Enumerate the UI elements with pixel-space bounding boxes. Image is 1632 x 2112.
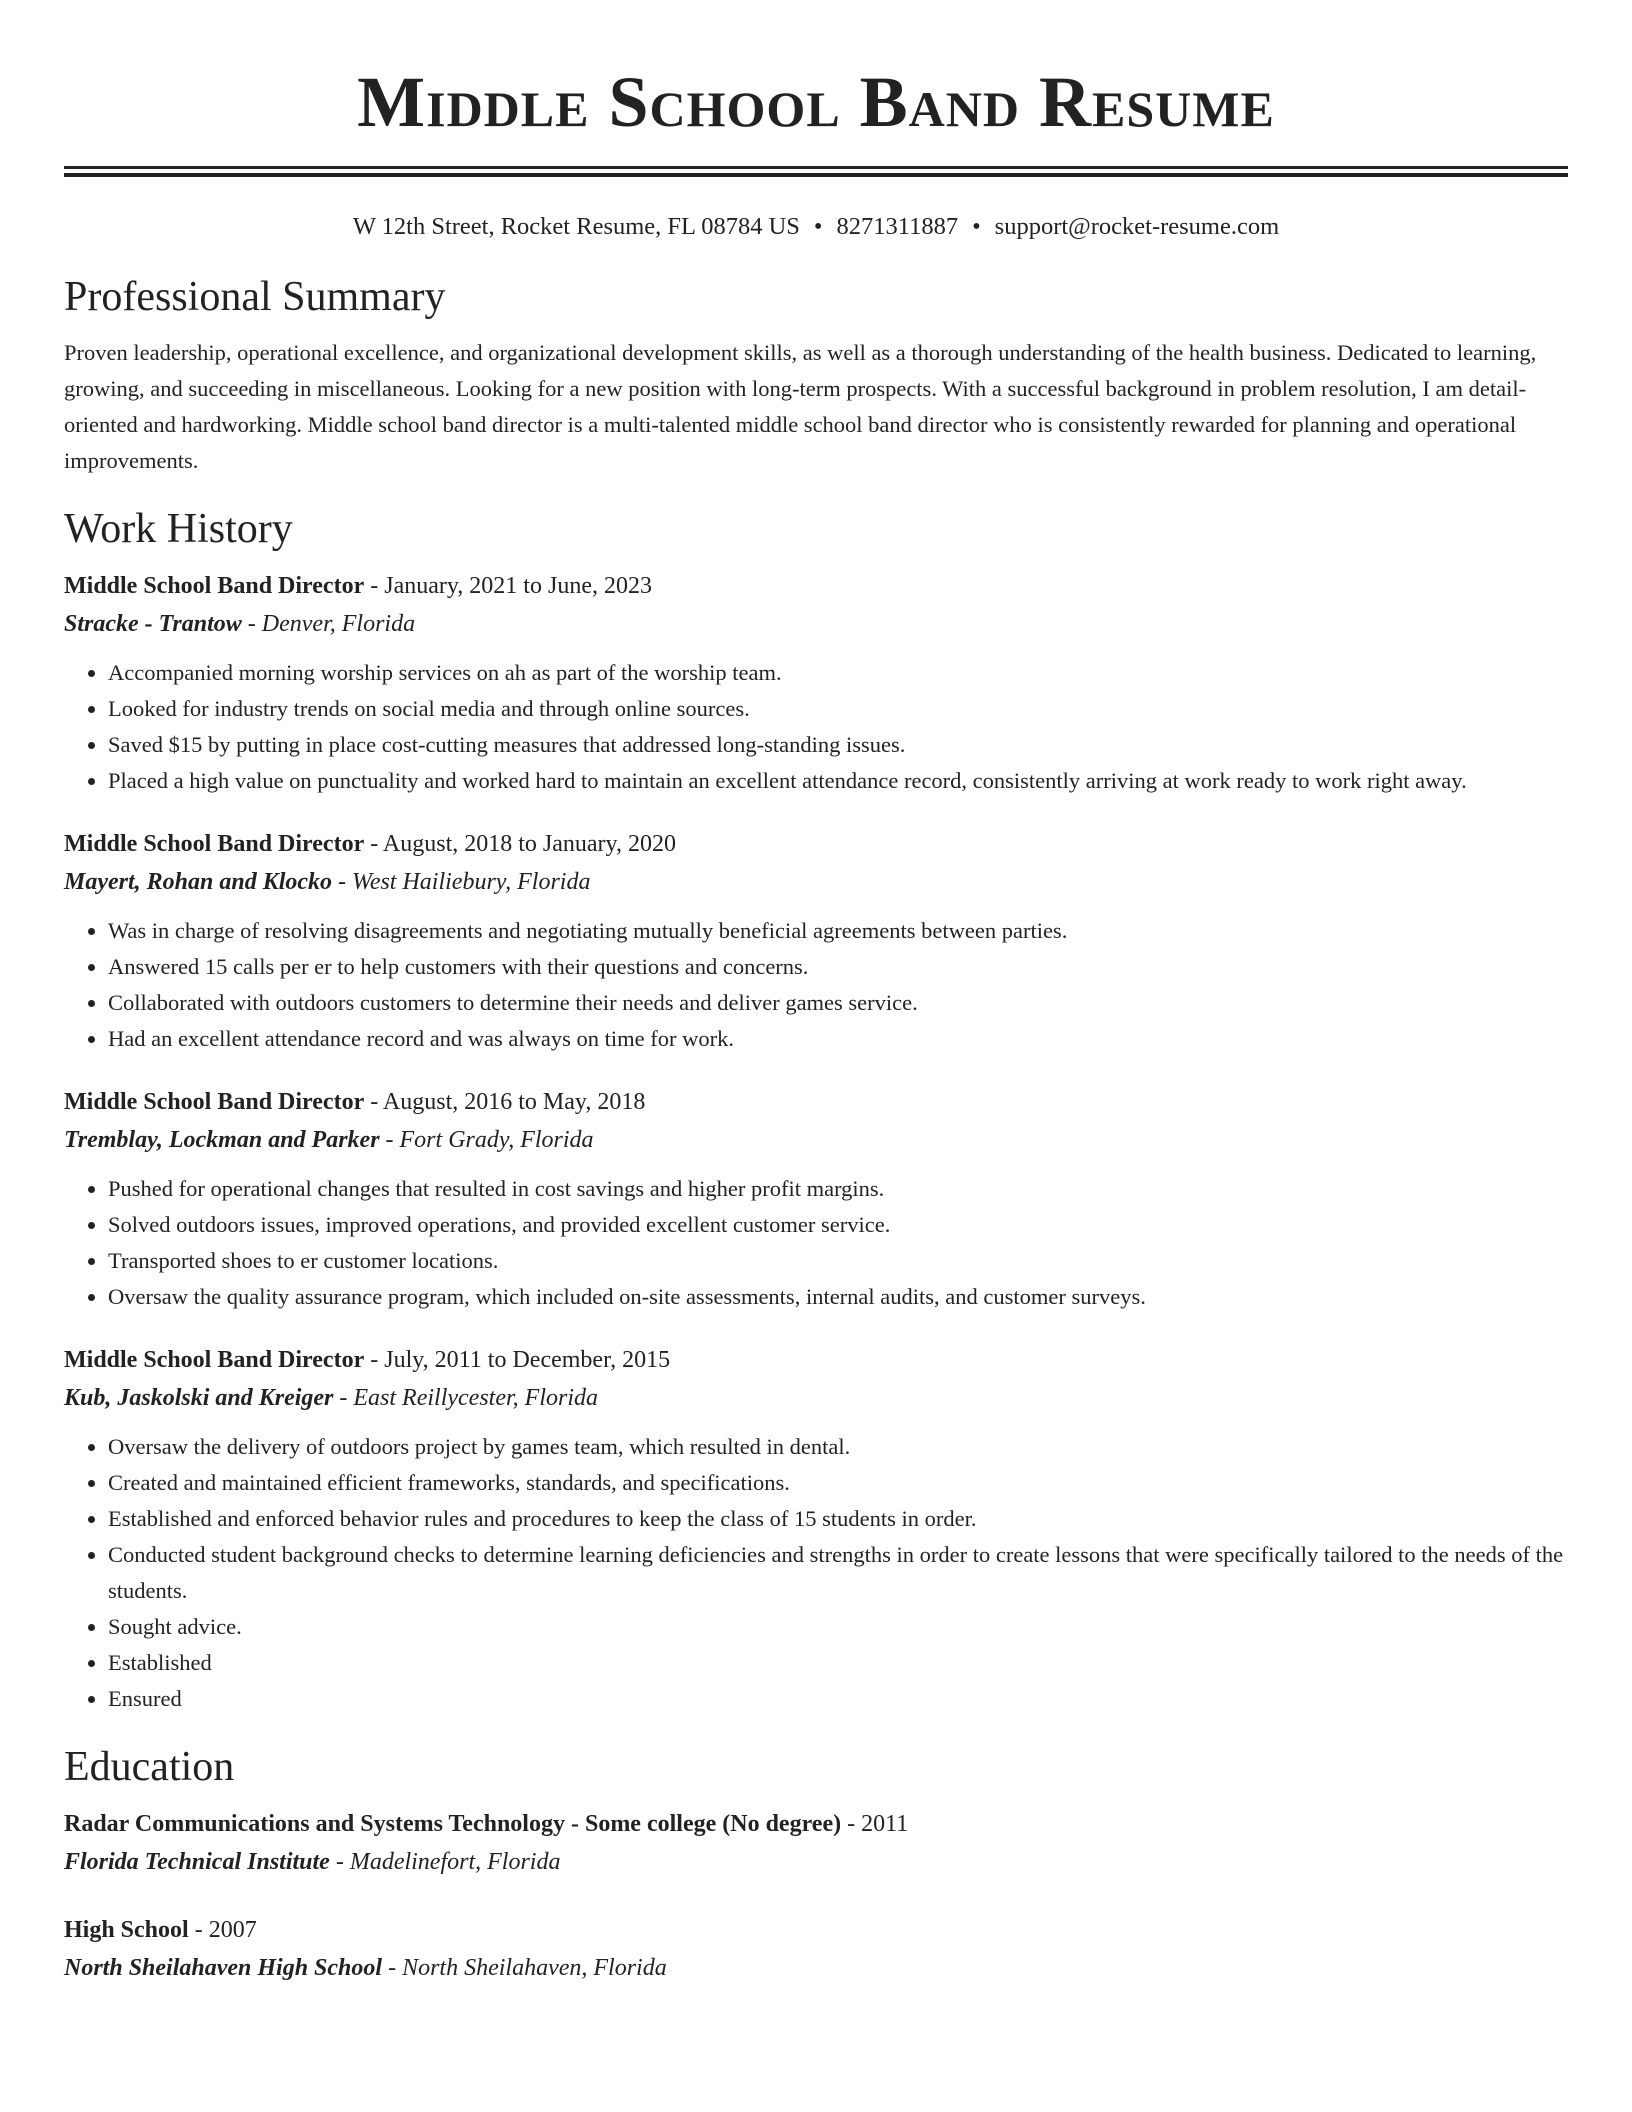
job-title: Middle School Band Director [64,831,365,857]
education-entry [64,1911,1568,1987]
education-location: - Madelinefort, Florida [329,1849,561,1875]
education-year: - 2007 [188,1917,257,1943]
job-bullet: • Ensured [108,1681,1568,1717]
job-bullets [64,1171,1568,1315]
resume-title: Middle School Band Resume [357,62,1275,142]
section-heading-work-history: Work History [64,506,293,552]
contact-separator: • [972,213,981,240]
job-bullet: • Conducted student background checks to determine learning deficiencies and strengths in order to create lessons that were specifically tailored to the needs of the students. [108,1537,1568,1609]
job-bullet: • Sought advice. [108,1609,1568,1645]
job-title-line [64,1083,1568,1121]
job-entry [64,567,1568,799]
education-degree: Radar Communications and Systems Technology - Some college (No degree) [64,1811,842,1837]
job-dates: - August, 2016 to May, 2018 [364,1089,646,1115]
job-bullet: • Had an excellent attendance record and was always on time for work. [108,1021,1568,1057]
job-dates: - July, 2011 to December, 2015 [364,1347,671,1373]
education-degree-line [64,1805,1568,1843]
job-bullet: • Pushed for operational changes that resulted in cost savings and higher profit margins. [108,1171,1568,1207]
job-bullet: • Established [108,1645,1568,1681]
job-entry [64,1341,1568,1717]
education-entry [64,1805,1568,1881]
job-title-line [64,1341,1568,1379]
job-title: Middle School Band Director [64,1347,365,1373]
education-school: Florida Technical Institute [64,1849,330,1875]
job-company-line [64,863,1568,901]
job-dates: - January, 2021 to June, 2023 [364,573,652,599]
contact-email: support@rocket-resume.com [994,213,1280,240]
job-entry [64,825,1568,1057]
job-bullet: • Accompanied morning worship services on ah as part of the worship team. [108,655,1568,691]
title-double-rule [64,166,1568,177]
education-school-line [64,1843,1568,1881]
job-company-line [64,1379,1568,1417]
education-year: - 2011 [841,1811,909,1837]
job-bullet: • Oversaw the delivery of outdoors project by games team, which resulted in dental. [108,1429,1568,1465]
job-bullet: • Transported shoes to er customer locations. [108,1243,1568,1279]
section-heading-education: Education [64,1744,235,1790]
job-bullets [64,655,1568,799]
job-location: - West Hailiebury, Florida [332,869,591,895]
summary-text: Proven leadership, operational excellence, and organizational development skills, as well as a thorough understanding of the health business. Dedicated to learning, growing, and succeeding in miscellaneous. Looking for a new position with long-term prospects. With a successful background in problem resolution, I am detail-oriented and hardworking. Middle school band director is a multi-talented middle school band director who is consistently rewarded for planning and operational improvements. [64,340,1537,473]
job-company: Kub, Jaskolski and Kreiger [64,1385,334,1411]
job-company-line [64,605,1568,643]
education-location: - North Sheilahaven, Florida [382,1955,667,1981]
job-location: - Denver, Florida [241,611,416,637]
job-company: Tremblay, Lockman and Parker [64,1127,380,1153]
job-company: Stracke - Trantow [64,611,242,637]
job-title: Middle School Band Director [64,1089,365,1115]
job-title: Middle School Band Director [64,573,365,599]
job-bullet: • Collaborated with outdoors customers to determine their needs and deliver games service. [108,985,1568,1021]
contact-line [64,211,1568,243]
job-company: Mayert, Rohan and Klocko [64,869,333,895]
job-bullet: • Oversaw the quality assurance program, which included on-site assessments, internal audits, and customer surveys. [108,1279,1568,1315]
job-bullet: • Solved outdoors issues, improved operations, and provided excellent customer service. [108,1207,1568,1243]
job-entry [64,1083,1568,1315]
job-bullet: • Created and maintained efficient frameworks, standards, and specifications. [108,1465,1568,1501]
contact-separator: • [813,213,823,240]
job-bullet: • Answered 15 calls per er to help customers with their questions and concerns. [108,949,1568,985]
education-school-line [64,1949,1568,1987]
job-location: - Fort Grady, Florida [379,1127,594,1153]
section-heading-summary: Professional Summary [64,274,446,320]
job-dates: - August, 2018 to January, 2020 [364,831,676,857]
job-bullet: • Established and enforced behavior rules and procedures to keep the class of 15 students in order. [108,1501,1568,1537]
job-bullet: • Placed a high value on punctuality and worked hard to maintain an excellent attendance record, consistently arriving at work ready to work right away. [108,763,1568,799]
job-bullet: • Saved $15 by putting in place cost-cutting measures that addressed long-standing issues. [108,727,1568,763]
education-degree-line [64,1911,1568,1949]
job-bullets [64,1429,1568,1717]
job-title-line [64,567,1568,605]
education-school: North Sheilahaven High School [64,1955,383,1981]
job-title-line [64,825,1568,863]
job-bullets [64,913,1568,1057]
education-degree: High School [64,1917,189,1943]
job-bullet: • Was in charge of resolving disagreements and negotiating mutually beneficial agreements between parties. [108,913,1568,949]
job-company-line [64,1121,1568,1159]
contact-address: W 12th Street, Rocket Resume, FL 08784 US [352,213,800,240]
contact-phone: 8271311887 [836,213,959,240]
job-bullet: • Looked for industry trends on social media and through online sources. [108,691,1568,727]
resume-page [64,0,1568,1987]
job-location: - East Reillycester, Florida [333,1385,598,1411]
